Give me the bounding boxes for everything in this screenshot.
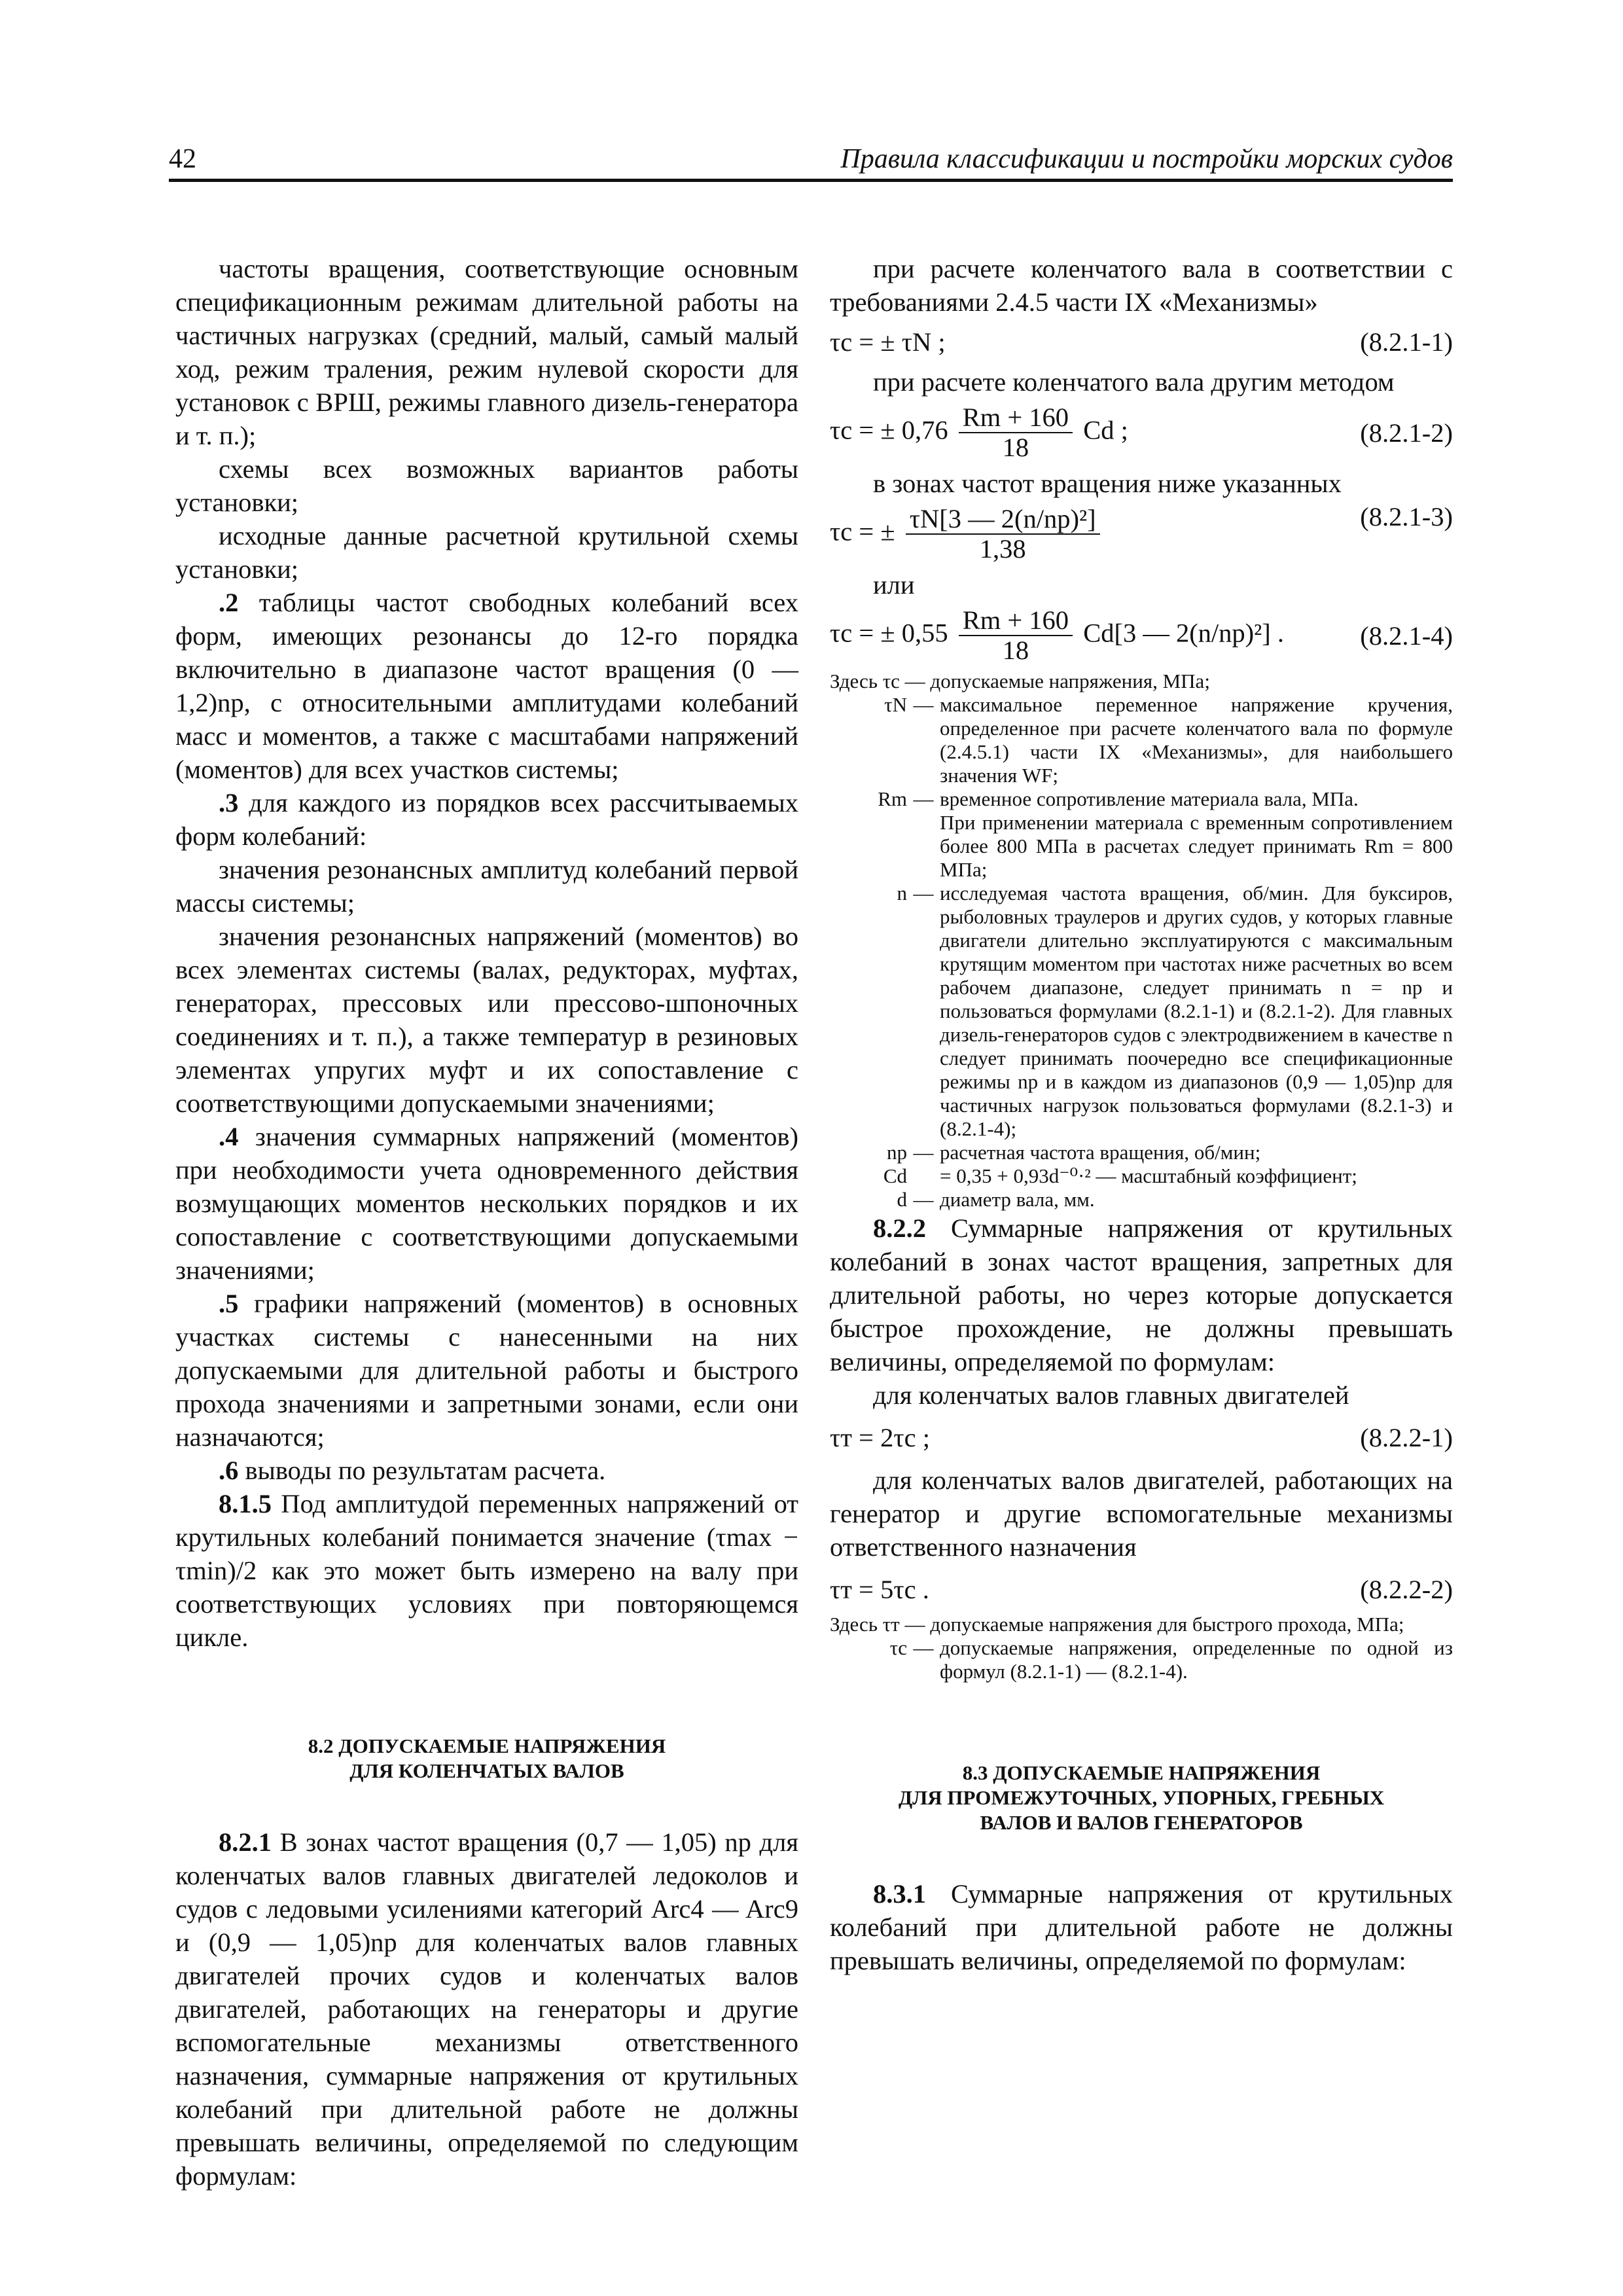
clause-number: 8.2.2 xyxy=(873,1213,926,1243)
heading-line: 8.3 ДОПУСКАЕМЫЕ НАПРЯЖЕНИЯ xyxy=(962,1761,1321,1784)
note-symbol: Rm xyxy=(878,787,907,810)
note-row: n — исследуемая частота вращения, об/мин. Для буксиров, рыболовных траулеров и других судов, у которых главные двигатели длительно эксплуатируются с максимальным крутящим моментом при частотах ниже расчетных во всем рабочем диапазоне, следует принимать n = nр и пользоваться формулами (8.2.1-1) и (8.2.1-2). Для главных дизель-генераторов судов с электродвижением в качестве n следует принимать поочередно все спецификационные режимы nр и в каждом из диапазонов (0,9 — 1,05)nр для частичных нагрузок пользоваться формулами (8.2.1-3) и (8.2.1-4); xyxy=(830,882,1453,1141)
left-column xyxy=(175,252,798,2193)
paragraph: значения резонансных напряжений (моментов) во всех элементах системы (валах, редукторах, муфтах, генераторах, прессовых или прессово-шпоночных соединениях и т. п.), а также температур в резиновых элементах упругих муфт и их сопоставление с соответствующими допускаемыми значениями; xyxy=(175,922,798,1118)
item-label: .2 xyxy=(219,588,239,617)
equation-8-2-1-2 xyxy=(830,399,1453,467)
clause-text: Под амплитудой переменных напряжений от крутильных колебаний понимается значение (τmax − τmin)/2 как это может быть измерено на валу при соответствующих условиях при повторяющемся цикле. xyxy=(175,1489,798,1652)
paragraph: исходные данные расчетной крутильной схемы установки; xyxy=(175,521,798,584)
clause-text: Суммарные напряжения от крутильных колебаний в зонах частот вращения, запретных для длительной работы, но через которые допускается быстрое прохождение, не должны превышать величины, определяемой по формулам: xyxy=(830,1213,1453,1376)
fraction-numerator: Rm + 160 xyxy=(959,403,1073,433)
heading-line: ДЛЯ КОЛЕНЧАТЫХ ВАЛОВ xyxy=(349,1759,624,1782)
page-header xyxy=(169,141,1453,182)
equation-body: τт = 2τс ; xyxy=(830,1423,930,1452)
note-symbol: τN xyxy=(884,693,907,716)
equation-prefix: τс = ± xyxy=(830,516,895,547)
equation-prefix: τс = ± 0,55 xyxy=(830,618,948,648)
clause-number: 8.1.5 xyxy=(219,1489,272,1518)
note-text: расчетная частота вращения, об/мин; xyxy=(940,1141,1261,1164)
paragraph: при расчете коленчатого вала в соответствии с требованиями 2.4.5 части IX «Механизмы» xyxy=(830,254,1453,317)
note-text: = 0,35 + 0,93d⁻⁰·² — масштабный коэффициент; xyxy=(940,1164,1357,1187)
paragraph-item-6 xyxy=(175,1454,798,1487)
paragraph-item-5 xyxy=(175,1287,798,1454)
paragraph-item-2 xyxy=(175,586,798,786)
paragraph: частоты вращения, соответствующие основным спецификационным режимам длительной работы на частичных нагрузках (средний, малый, самый малый ход, режим траления, режим нулевой скорости для установок с ВРШ, режимы главного дизель-генератора и т. п.); xyxy=(175,254,798,450)
section-heading-8-3 xyxy=(830,1761,1453,1835)
equation-body: τт = 5τс . xyxy=(830,1575,929,1604)
item-text: для каждого из порядков всех рассчитываемых форм колебаний: xyxy=(175,788,798,851)
paragraph-8-1-5 xyxy=(175,1487,798,1654)
paragraph-8-3-1 xyxy=(830,1877,1453,1977)
fraction xyxy=(906,505,1100,564)
paragraph-8-2-1 xyxy=(175,1825,798,2193)
item-text: таблицы частот свободных колебаний всех форм, имеющих резонансы до 12-го порядка включительно в диапазоне частот вращения (0 — 1,2)nр, с относительными амплитудами колебаний масс и моментов, а также с масштабами напряжений (моментов) для всех участков системы; xyxy=(175,588,798,784)
equation-number: (8.2.2-1) xyxy=(1360,1423,1453,1452)
running-title: Правила классификации и постройки морских судов xyxy=(840,144,1453,174)
heading-line: 8.2 ДОПУСКАЕМЫЕ НАПРЯЖЕНИЯ xyxy=(308,1734,666,1757)
paragraph: или xyxy=(873,570,915,600)
notes-intro: Здесь τс — допускаемые напряжения, МПа; xyxy=(830,670,1210,692)
item-label: .3 xyxy=(219,788,239,817)
item-text: выводы по результатам расчета. xyxy=(238,1456,606,1485)
equation-suffix: Cd[3 — 2(n/nр)²] . xyxy=(1083,618,1285,648)
note-row: nр — расчетная частота вращения, об/мин; xyxy=(830,1141,1453,1164)
equation-number: (8.2.1-4) xyxy=(1360,620,1453,651)
equation-8-2-2-2 xyxy=(830,1573,1453,1606)
item-label: .4 xyxy=(219,1122,239,1151)
note-text: исследуемая частота вращения, об/мин. Для буксиров, рыболовных траулеров и других судов, у которых главные двигатели длительно эксплуатируются с максимальным крутящим моментом при частотах ниже расчетных во всем рабочем диапазоне, следует принимать n = nр и пользоваться формулами (8.2.1-1) и (8.2.1-2). Для главных дизель-генераторов судов с электродвижением в качестве n следует принимать поочередно все спецификационные режимы nр и в каждом из диапазонов (0,9 — 1,05)nр для частичных нагрузок пользоваться формулами (8.2.1-3) и (8.2.1-4); xyxy=(940,882,1453,1140)
note-row: d — диаметр вала, мм. xyxy=(830,1188,1453,1211)
heading-line: ДЛЯ ПРОМЕЖУТОЧНЫХ, УПОРНЫХ, ГРЕБНЫХ xyxy=(898,1786,1385,1809)
note-row: Rm — временное сопротивление материала вала, МПа. xyxy=(830,787,1453,811)
fraction-numerator: τN[3 — 2(n/nр)²] xyxy=(906,505,1100,535)
section-heading-8-2 xyxy=(175,1734,798,1784)
note-symbol: nр xyxy=(887,1141,907,1164)
equation-number: (8.2.2-2) xyxy=(1360,1575,1453,1604)
note-text: диаметр вала, мм. xyxy=(940,1188,1095,1211)
paragraph-item-3 xyxy=(175,786,798,853)
paragraph: при расчете коленчатого вала другим методом xyxy=(873,367,1395,397)
paragraph: в зонах частот вращения ниже указанных xyxy=(873,469,1342,498)
note-text: временное сопротивление материала вала, МПа. xyxy=(940,787,1359,810)
fraction-denominator: 18 xyxy=(1002,433,1029,462)
note-symbol: n xyxy=(897,882,907,905)
page-number: 42 xyxy=(169,144,196,174)
clause-number: 8.3.1 xyxy=(873,1879,926,1909)
paragraph: схемы всех возможных вариантов работы установки; xyxy=(175,454,798,517)
clause-text: В зонах частот вращения (0,7 — 1,05) nр для коленчатых валов главных двигателей ледоколов и судов с ледовыми усилениями категорий Arc4 — Arc9 и (0,9 — 1,05)nр для коленчатых валов главных двигателей прочих судов и коленчатых валов двигателей, работающих на генераторы и другие вспомогательные механизмы ответственного назначения, суммарные напряжения от крутильных колебаний при длительной работе не должны превышать величины, определяемой по следующим формулам: xyxy=(175,1827,798,2191)
fraction xyxy=(959,403,1073,462)
fraction-numerator: Rm + 160 xyxy=(959,606,1073,636)
notes-block xyxy=(830,670,1453,1211)
fraction xyxy=(959,606,1073,665)
equation-body: τс = ± τN ; xyxy=(830,327,946,357)
item-text: значения суммарных напряжений (моментов) при необходимости учета одновременного действия возмущающих моментов нескольких порядков и их сопоставление с соответствующими допускаемыми значениями; xyxy=(175,1122,798,1285)
equation-number: (8.2.1-1) xyxy=(1360,327,1453,357)
item-text: графики напряжений (моментов) в основных участках системы с нанесенными на них допускаемыми для длительной работы и быстрого прохода значениями и запретными зонами, если они назначаются; xyxy=(175,1289,798,1452)
equation-number: (8.2.1-3) xyxy=(1360,502,1453,531)
note-text: При применении материала с временным сопротивлением более 800 МПа в расчетах следует принимать Rm = 800 МПа; xyxy=(940,811,1453,881)
note-row: τN — максимальное переменное напряжение кручения, определенное при расчете коленчатого вала по формуле (2.4.5.1) части IX «Механизмы», для наибольшего значения WF; xyxy=(830,693,1453,787)
right-column xyxy=(830,252,1453,1977)
paragraph-item-4 xyxy=(175,1120,798,1287)
heading-line: ВАЛОВ И ВАЛОВ ГЕНЕРАТОРОВ xyxy=(980,1811,1303,1834)
notes-block xyxy=(830,1613,1453,1683)
paragraph: значения резонансных амплитуд колебаний первой массы системы; xyxy=(175,855,798,918)
note-text: допускаемые напряжения, определенные по одной из формул (8.2.1-1) — (8.2.1-4). xyxy=(940,1636,1453,1683)
equation-number: (8.2.1-2) xyxy=(1360,418,1453,448)
note-row xyxy=(830,1164,1453,1188)
item-label: .6 xyxy=(219,1456,239,1485)
notes-intro: Здесь τт — допускаемые напряжения для быстрого прохода, МПа; xyxy=(830,1613,1404,1636)
equation-8-2-1-3 xyxy=(830,500,1453,568)
note-symbol: d xyxy=(897,1188,907,1211)
clause-number: 8.2.1 xyxy=(219,1827,272,1857)
fraction-denominator: 1,38 xyxy=(979,534,1026,564)
note-symbol: τс xyxy=(889,1636,907,1659)
fraction-denominator: 18 xyxy=(1002,636,1029,665)
paragraph-8-2-2 xyxy=(830,1211,1453,1378)
equation-prefix: τс = ± 0,76 xyxy=(830,415,948,445)
note-text: максимальное переменное напряжение кручения, определенное при расчете коленчатого вала по формуле (2.4.5.1) части IX «Механизмы», для наибольшего значения WF; xyxy=(940,693,1453,787)
equation-8-2-2-1 xyxy=(830,1421,1453,1454)
note-symbol: Cd xyxy=(883,1164,907,1187)
item-label: .5 xyxy=(219,1289,239,1318)
equation-suffix: Cd ; xyxy=(1083,415,1128,445)
clause-text: Суммарные напряжения от крутильных колебаний при длительной работе не должны превышать величины, определяемой по формулам: xyxy=(830,1879,1453,1975)
paragraph: для коленчатых валов главных двигателей xyxy=(873,1380,1349,1410)
equation-8-2-1-1 xyxy=(830,325,1453,359)
equation-8-2-1-4 xyxy=(830,601,1453,670)
paragraph: для коленчатых валов двигателей, работающих на генератор и другие вспомогательные механизмы ответственного назначения xyxy=(830,1465,1453,1562)
note-row: τс — допускаемые напряжения, определенные по одной из формул (8.2.1-1) — (8.2.1-4). xyxy=(830,1636,1453,1683)
